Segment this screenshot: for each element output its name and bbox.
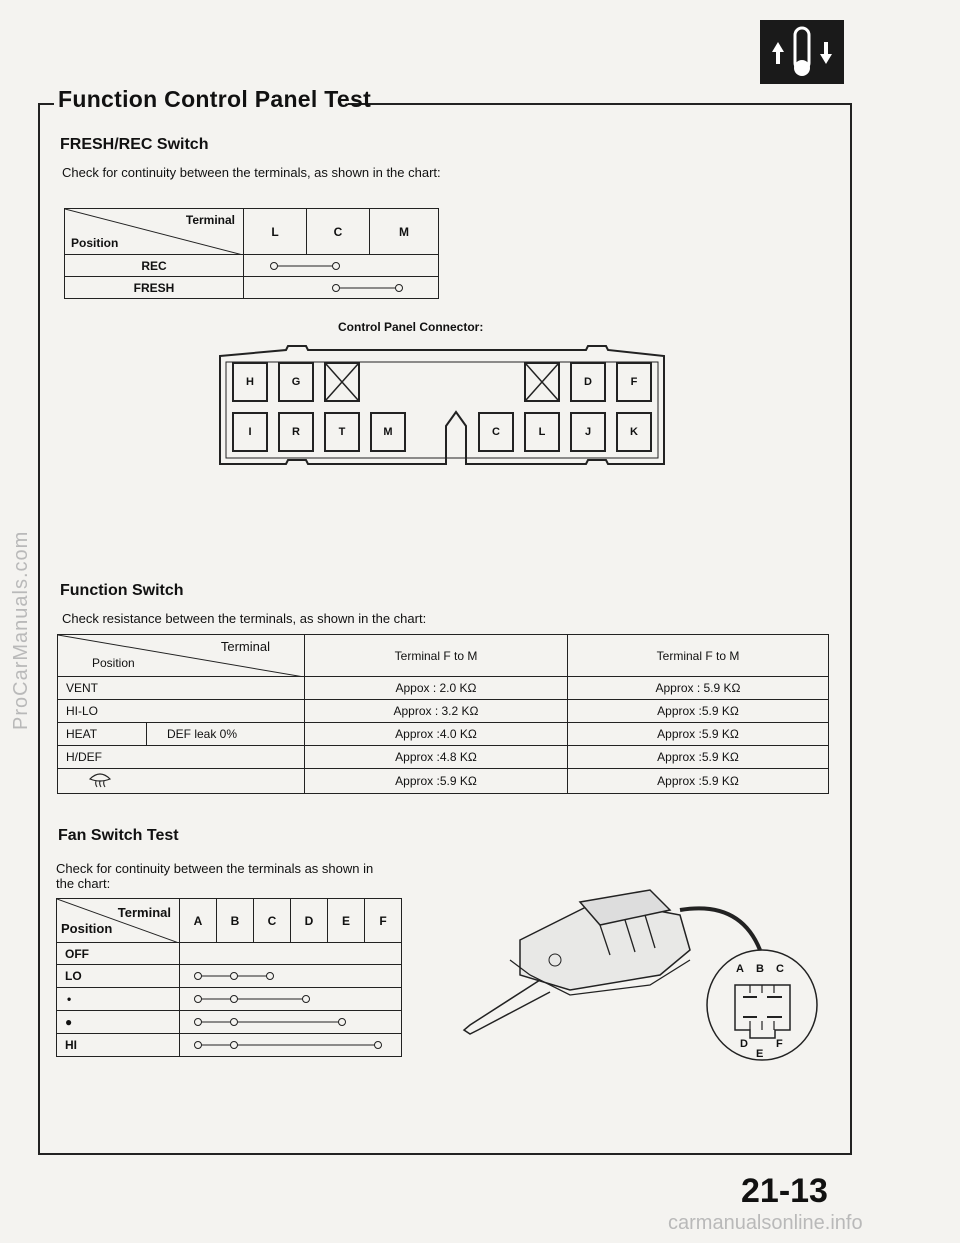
side-watermark: ProCarManuals.com [10, 530, 32, 730]
connector-terminal: T [324, 412, 360, 452]
pin-label: D [740, 1038, 748, 1050]
fan-switch-heading: Fan Switch Test [58, 827, 179, 844]
connector-terminal: M [370, 412, 406, 452]
connector-terminal: D [570, 362, 606, 402]
pin-label: B [756, 963, 764, 975]
column-header: C [254, 899, 291, 943]
connector-terminal: C [478, 412, 514, 452]
column-header: A [180, 899, 217, 943]
column-header: C [307, 209, 370, 255]
bottom-watermark: carmanualsonline.info [668, 1212, 863, 1234]
column-header: B [217, 899, 254, 943]
column-header: F [365, 899, 402, 943]
table-corner: Terminal Position [58, 635, 305, 677]
table-row: ● [57, 1011, 402, 1034]
function-switch-heading: Function Switch [60, 582, 184, 599]
connector-terminal: J [570, 412, 606, 452]
page-number: 21-13 [741, 1172, 828, 1210]
table-corner: Terminal Position [65, 209, 244, 255]
column-header: L [244, 209, 307, 255]
table-row: • [57, 988, 402, 1011]
table-corner: Terminal Position [57, 899, 180, 943]
fan-switch-instruction-2: the chart: [56, 876, 111, 891]
table-row: REC [65, 255, 439, 277]
table-row: HI [57, 1034, 402, 1057]
pin-label: E [756, 1048, 764, 1060]
fan-switch-table [56, 898, 402, 1057]
blocked-terminal [324, 362, 360, 402]
connector-terminal: G [278, 362, 314, 402]
table-row: HI-LO Approx : 3.2 KΩ Approx :5.9 KΩ [58, 700, 829, 723]
defrost-icon [88, 771, 112, 789]
table-row: FRESH [65, 277, 439, 299]
pin-label: C [776, 963, 784, 975]
table-row: Approx :5.9 KΩ Approx :5.9 KΩ [58, 769, 829, 794]
column-header: Terminal F to M [568, 635, 829, 677]
function-switch-instruction: Check resistance between the terminals, as shown in the chart: [62, 611, 427, 626]
column-header: M [370, 209, 439, 255]
function-switch-table [57, 634, 829, 794]
climate-control-logo [760, 20, 844, 84]
fresh-rec-heading: FRESH/REC Switch [60, 136, 209, 153]
column-header: D [291, 899, 328, 943]
table-row: VENT Appox : 2.0 KΩ Approx : 5.9 KΩ [58, 677, 829, 700]
connector-terminal: K [616, 412, 652, 452]
fan-switch-illustration [450, 880, 830, 1080]
control-panel-connector [216, 342, 668, 468]
column-header: Terminal F to M [305, 635, 568, 677]
fresh-rec-table [64, 208, 439, 299]
connector-terminal: F [616, 362, 652, 402]
table-row: LO [57, 965, 402, 988]
table-row: OFF [57, 943, 402, 965]
connector-terminal: R [278, 412, 314, 452]
pin-label: A [736, 963, 744, 975]
pin-label: F [776, 1038, 783, 1050]
connector-terminal: H [232, 362, 268, 402]
page-title: Function Control Panel Test [58, 86, 372, 112]
connector-terminal: I [232, 412, 268, 452]
column-header: E [328, 899, 365, 943]
table-row: H/DEF Approx :4.8 KΩ Approx :5.9 KΩ [58, 746, 829, 769]
connector-caption: Control Panel Connector: [338, 320, 484, 334]
fresh-rec-instruction: Check for continuity between the terminals, as shown in the chart: [62, 165, 441, 180]
table-row: HEAT DEF leak 0% Approx :4.0 KΩ Approx :5.9 KΩ [58, 723, 829, 746]
fan-switch-instruction-1: Check for continuity between the terminals as shown in [56, 861, 374, 876]
connector-terminal: L [524, 412, 560, 452]
blocked-terminal [524, 362, 560, 402]
